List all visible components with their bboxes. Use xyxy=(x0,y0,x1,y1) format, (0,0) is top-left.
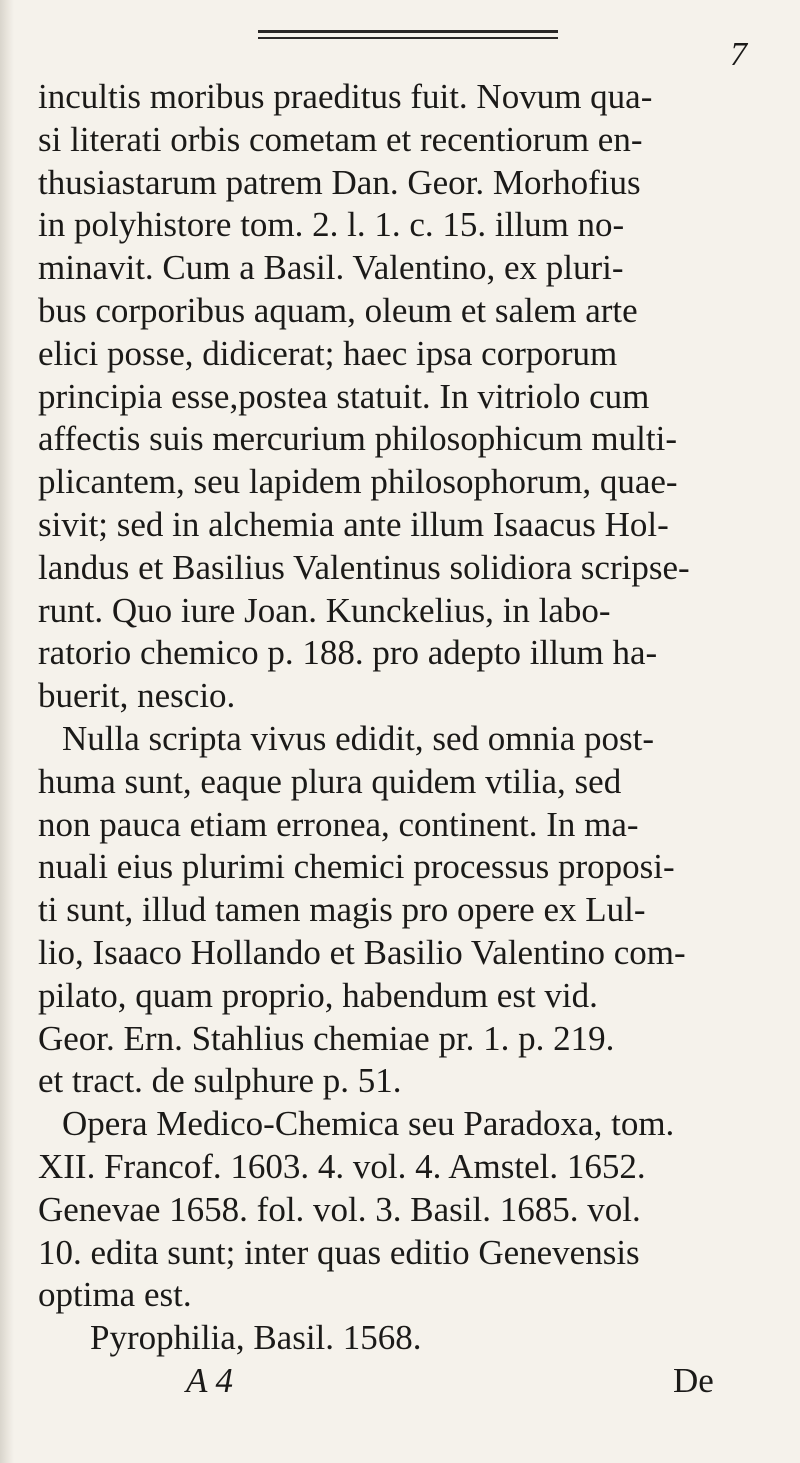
text-line: ratorio chemico p. 188. pro adepto illum ha- xyxy=(38,633,658,673)
text-line: Genevae 1658. fol. vol. 3. Basil. 1685. vol. xyxy=(38,1189,641,1229)
text-line: thusiastarum patrem Dan. Geor. Morhofius xyxy=(38,162,641,202)
text-line: landus et Basilius Valentinus solidiora scripse- xyxy=(38,547,690,587)
text-line: plicantem, seu lapidem philosophorum, quae- xyxy=(38,462,678,502)
text-line: bus corporibus aquam, oleum et salem arte xyxy=(38,290,638,330)
text-line: optima est. xyxy=(38,1275,192,1315)
header-rule-top xyxy=(258,30,558,33)
page-number: 7 xyxy=(730,36,747,73)
paragraph-start-line: Nulla scripta vivus edidit, sed omnia post- xyxy=(62,718,654,758)
paragraph-start-line: Opera Medico-Chemica seu Paradoxa, tom. xyxy=(62,1104,675,1144)
text-line: minavit. Cum a Basil. Valentino, ex pluri- xyxy=(38,248,624,288)
header-rule-bottom xyxy=(258,37,558,39)
text-line: si literati orbis cometam et recentiorum en- xyxy=(38,119,643,159)
text-line: lio, Isaaco Hollando et Basilio Valentino com- xyxy=(38,932,686,972)
paragraph-start-line: Pyrophilia, Basil. 1568. xyxy=(90,1318,422,1358)
page-gutter-shadow xyxy=(0,0,14,1463)
text-line: nuali eius plurimi chemici processus proposi- xyxy=(38,847,675,887)
text-line: non pauca etiam erronea, continent. In ma- xyxy=(38,804,639,844)
text-line: ti sunt, illud tamen magis pro opere ex Lul- xyxy=(38,890,646,930)
catchword: De xyxy=(673,1360,714,1400)
text-line: huma sunt, eaque plura quidem vtilia, sed xyxy=(38,761,622,801)
text-line: runt. Quo iure Joan. Kunckelius, in labo- xyxy=(38,590,611,630)
text-line: elici posse, didicerat; haec ipsa corporum xyxy=(38,333,618,373)
signature-mark: A 4 xyxy=(186,1360,233,1400)
text-line: affectis suis mercurium philosophicum multi- xyxy=(38,419,677,459)
text-line: sivit; sed in alchemia ante illum Isaacus Hol- xyxy=(38,504,669,544)
text-line: Geor. Ern. Stahlius chemiae pr. 1. p. 219. xyxy=(38,1018,615,1058)
body-text xyxy=(38,76,768,1403)
text-line: in polyhistore tom. 2. l. 1. c. 15. illum no- xyxy=(38,205,625,245)
footer-line xyxy=(38,1360,768,1403)
text-line: XII. Francof. 1603. 4. vol. 4. Amstel. 1652. xyxy=(38,1146,646,1186)
text-line: 10. edita sunt; inter quas editio Genevensis xyxy=(38,1232,640,1272)
text-line: incultis moribus praeditus fuit. Novum qua- xyxy=(38,77,653,116)
text-line: pilato, quam proprio, habendum est vid. xyxy=(38,975,598,1015)
text-line: buerit, nescio. xyxy=(38,676,236,716)
text-line: principia esse,postea statuit. In vitriolo cum xyxy=(38,376,650,416)
text-line: et tract. de sulphure p. 51. xyxy=(38,1061,402,1101)
